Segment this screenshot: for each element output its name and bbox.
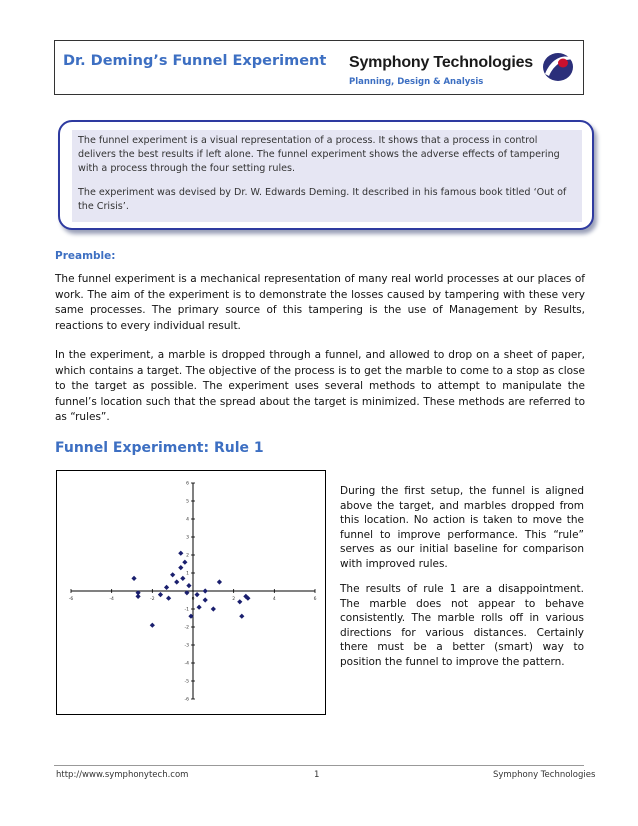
data-point [178,565,183,570]
brand-tagline: Planning, Design & Analysis [349,77,484,87]
x-tick-label: 2 [232,597,236,602]
y-tick-label: 2 [186,553,189,559]
data-point [239,614,244,619]
data-point [194,592,199,597]
preamble-paragraph-2: In the experiment, a marble is dropped through a funnel, and allowed to drop on a sheet of paper, which contains a target. The objective of the process is to get the marble to come to a stop as close to the target as possible. The experiment uses several methods to attempt to manipulate the funnel’s location such that the spread about the target is minimized. These methods are referred to as “rules”. [55,349,585,423]
data-point [203,588,208,593]
x-tick-label: -6 [68,597,74,602]
rule1-heading: Funnel Experiment: Rule 1 [55,440,264,456]
header-box [54,40,584,95]
y-tick-label: -6 [184,697,189,703]
data-point [131,576,136,581]
y-tick-label: 5 [186,499,189,505]
brand-block [349,50,579,90]
data-point [237,599,242,604]
intro-paragraph-2: The experiment was devised by Dr. W. Edwards Deming. It described in his famous book titled ‘Out of the Crisis’. [78,187,567,212]
intro-callout [58,120,594,230]
x-tick-label: 4 [272,597,276,602]
y-tick-label: -5 [184,679,189,685]
data-point [197,605,202,610]
data-point [164,585,169,590]
y-tick-label: -4 [184,661,189,667]
scatter-figure [56,470,326,715]
document-title: Dr. Deming’s Funnel Experiment [63,53,327,69]
data-point [170,572,175,577]
y-tick-label: 6 [186,481,189,487]
data-point [186,583,191,588]
x-tick-label: -4 [109,597,114,602]
data-point [158,592,163,597]
footer-company: Symphony Technologies [493,770,596,780]
rule1-paragraph-2: The results of rule 1 are a disappointment. The marble does not appear to behave consistently. The marble rolls off in various directions for various distances. Certainly there must be a better (smart) way to position the funnel to improve the pattern. [340,583,584,668]
scatter-chart [57,471,324,713]
data-point [180,576,185,581]
data-point [217,579,222,584]
y-tick-label: -2 [184,625,189,631]
data-point [150,623,155,628]
x-tick-label: 6 [313,597,317,602]
y-tick-label: -3 [184,643,189,649]
data-point [211,606,216,611]
x-tick-label: -2 [150,597,155,602]
preamble-paragraph-1: The funnel experiment is a mechanical representation of many real world processes at our places of work. The aim of the experiment is to demonstrate the losses caused by tampering with these very same processes. The primary source of this tampering is the use of Management by Results, reactions to every individual result. [55,273,585,332]
y-tick-label: 1 [186,571,189,577]
rule1-paragraph-1: During the first setup, the funnel is aligned above the target, and marbles dropped from this location. No action is taken to move the funnel to improve performance. This “rule” serves as our initial baseline for comparison with improved rules. [340,485,584,570]
x-tick-label: 0 [191,597,195,602]
y-tick-label: -1 [184,607,189,613]
intro-paragraph-1: The funnel experiment is a visual representation of a process. It shows that a process in control delivers the best results if left alone. The funnel experiment shows the adverse effects of tampering with a process through the four setting rules. [78,135,560,174]
data-point [166,596,171,601]
footer-url[interactable]: http://www.symphonytech.com [56,770,189,780]
intro-callout-body [72,130,582,222]
footer-page-number: 1 [314,770,320,780]
y-tick-label: 4 [186,517,189,523]
brand-logo-icon [539,50,577,84]
data-point [182,560,187,565]
preamble-heading: Preamble: [55,250,116,262]
data-point [174,579,179,584]
brand-name: Symphony Technologies [349,54,533,71]
data-point [203,597,208,602]
y-tick-label: 3 [186,535,189,541]
data-point [178,551,183,556]
footer-divider [54,765,584,766]
